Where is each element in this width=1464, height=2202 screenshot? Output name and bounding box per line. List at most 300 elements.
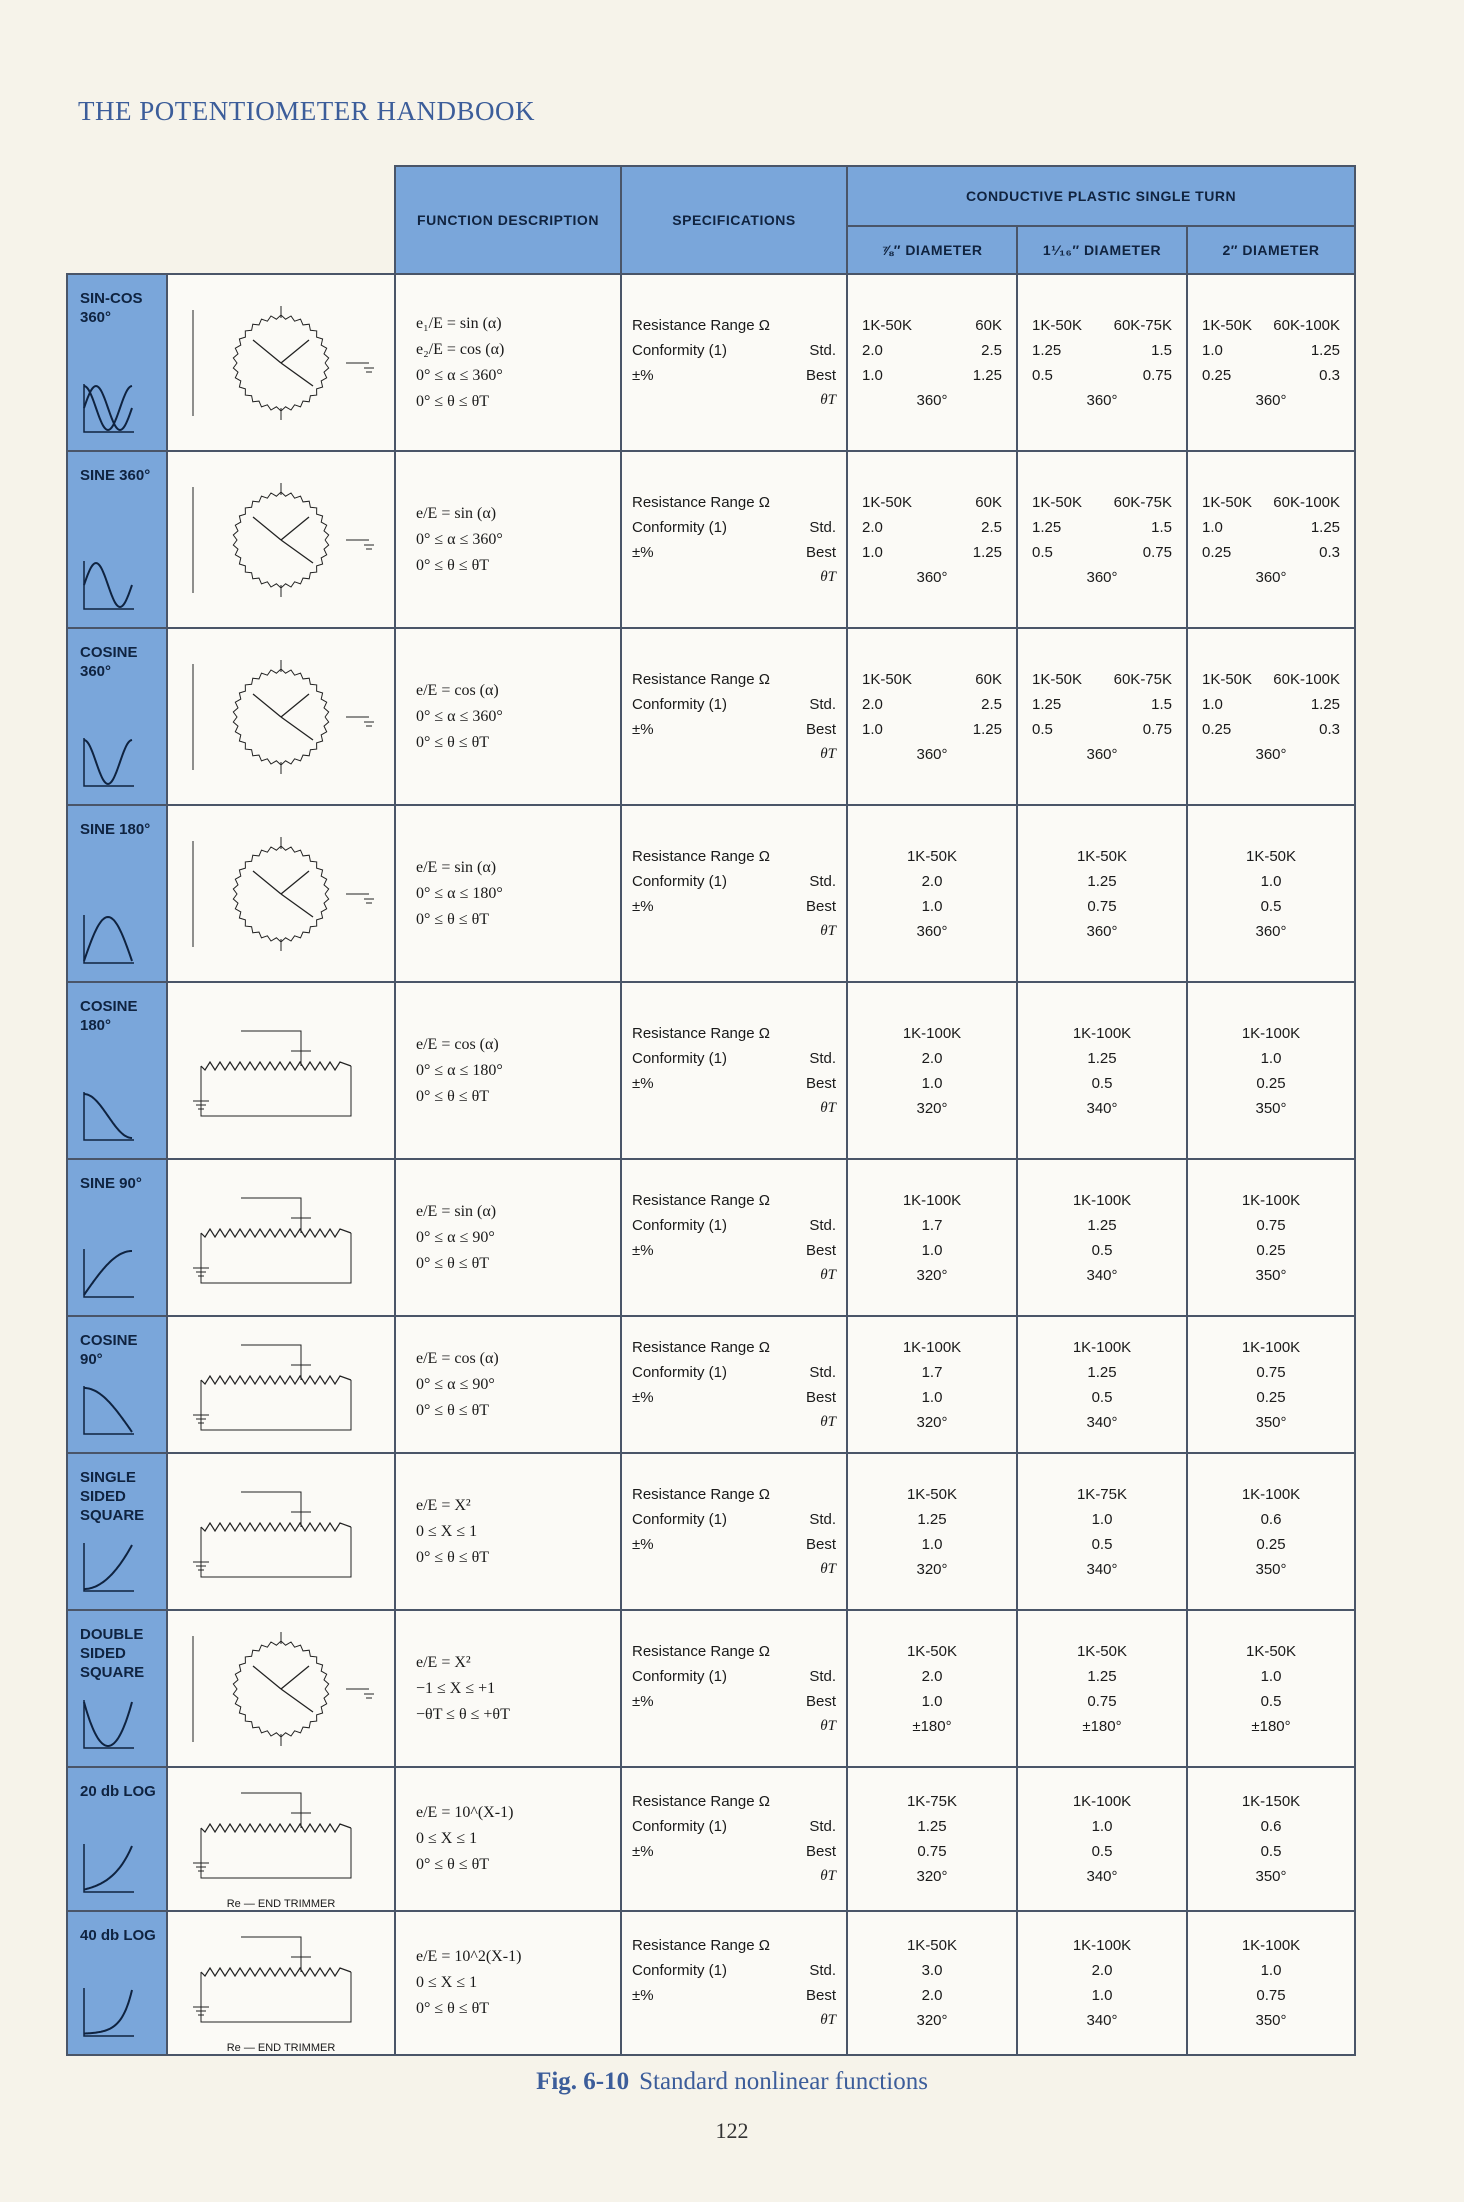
value-pair: [1196, 363, 1346, 388]
spec-percent: [632, 540, 836, 565]
value: 340°: [1086, 1099, 1118, 1117]
figure-caption: [0, 2068, 1464, 2096]
value-cell: [1187, 628, 1355, 805]
value-cell: [1017, 1159, 1187, 1316]
value: 1.25: [1310, 518, 1341, 536]
value: 1K-100K: [1072, 1024, 1132, 1042]
value: 340°: [1086, 1560, 1118, 1578]
function-description-cell: [395, 1911, 621, 2055]
schematic-cell: [167, 274, 395, 451]
schematic-cell: [167, 451, 395, 628]
function-name: 20 db LOG: [80, 1783, 156, 1800]
value: 1.0: [1260, 872, 1282, 890]
value-cell: [1187, 1159, 1355, 1316]
value-pair: [1196, 667, 1346, 692]
formula-line: 0° ≤ θ ≤ θT: [416, 392, 490, 410]
value: 340°: [1086, 1266, 1118, 1284]
formula-line: 0° ≤ α ≤ 180°: [416, 884, 503, 902]
header-specifications: SPECIFICATIONS: [621, 166, 847, 274]
value: 0.75: [1256, 1216, 1286, 1234]
spec-resistance-range: [632, 844, 836, 869]
value: 2.0: [862, 341, 883, 359]
function-label-cell: [67, 451, 167, 628]
value: 1.0: [862, 366, 883, 384]
spec-label: Std.: [809, 1818, 836, 1835]
value-cell: [847, 982, 1017, 1159]
spec-label: Resistance Range Ω: [632, 1485, 770, 1503]
value: 2.0: [862, 518, 883, 536]
formula-line: 0° ≤ α ≤ 360°: [416, 366, 503, 384]
value: 1.25: [1087, 1363, 1117, 1381]
formula-line: 0 ≤ X ≤ 1: [416, 1522, 478, 1540]
value-pair: [1026, 515, 1178, 540]
table-row: [67, 805, 1355, 982]
spec-conformity: [632, 1046, 836, 1071]
spec-resistance-range: [632, 313, 836, 338]
spec-label: Best: [805, 543, 836, 561]
table-row: [67, 274, 1355, 451]
value: 0.5: [1091, 1241, 1113, 1259]
running-head: THE POTENTIOMETER HANDBOOK: [78, 96, 535, 126]
formula-line: e/E = cos (α): [416, 1349, 499, 1367]
spec-conformity: [632, 1664, 836, 1689]
value: 1K-100K: [902, 1338, 962, 1356]
spec-theta: θT: [820, 1099, 836, 1116]
value: 1K-50K: [862, 493, 913, 511]
value: 0.5: [1091, 1388, 1113, 1406]
schematic-diagram: [181, 829, 381, 959]
spec-label: Resistance Range Ω: [632, 493, 770, 511]
function-label-cell: [67, 274, 167, 451]
function-description-cell: [395, 982, 621, 1159]
formula-line: 0° ≤ θ ≤ θT: [416, 1401, 490, 1419]
value: 3.0: [921, 1962, 943, 1979]
value: 0.75: [1087, 1692, 1117, 1710]
formula-line: 0° ≤ θ ≤ θT: [416, 556, 490, 574]
table-row: [67, 451, 1355, 628]
specifications-cell: [621, 451, 847, 628]
value-pair: [856, 515, 1008, 540]
value: 1K-100K: [1241, 1338, 1301, 1356]
spec-label: ±%: [632, 1535, 654, 1553]
value-cell: [1017, 628, 1187, 805]
value: 1.0: [1260, 1962, 1282, 1979]
spec-label: Std.: [809, 341, 836, 359]
table-row: [67, 1610, 1355, 1767]
value: ±180°: [1082, 1717, 1122, 1735]
value: 1.25: [972, 543, 1002, 561]
spec-label: ±%: [632, 720, 654, 738]
spec-percent: [632, 1385, 836, 1410]
value: ±180°: [912, 1717, 952, 1735]
page-number: 122: [715, 2118, 749, 2143]
value-cell: [847, 1453, 1017, 1610]
spec-label: Conformity (1): [632, 695, 728, 713]
schematic-diagram: [181, 1768, 381, 1898]
curve-icon: [80, 1539, 136, 1595]
value-pair: [1196, 313, 1346, 338]
spec-label: Resistance Range Ω: [632, 1793, 770, 1810]
value-pair: [856, 540, 1008, 565]
schematic-cell: [167, 1911, 395, 2055]
formula-line: −θT ≤ θ ≤ +θT: [416, 1705, 510, 1723]
spec-conformity: [632, 1814, 836, 1839]
value: 360°: [1255, 922, 1287, 940]
value: 350°: [1255, 1560, 1287, 1578]
value: 0.25: [1256, 1388, 1286, 1406]
value: 1K-50K: [862, 670, 913, 688]
value: 60K: [975, 493, 1002, 511]
schematic-cell: [167, 628, 395, 805]
schematic-diagram: [181, 298, 381, 428]
formula-line: e₁/E = sin (α): [416, 314, 502, 332]
value: 1.25: [1032, 341, 1062, 359]
value-theta: 360°: [1255, 745, 1287, 763]
function-label-cell: [67, 1159, 167, 1316]
value-pair: [856, 667, 1008, 692]
specifications-cell: [621, 1610, 847, 1767]
value: 1.25: [917, 1818, 947, 1835]
table-row: [67, 1911, 1355, 2055]
function-description-cell: [395, 1159, 621, 1316]
spec-percent: [632, 717, 836, 742]
value: 1K-50K: [862, 316, 913, 334]
value: 60K-75K: [1113, 493, 1172, 511]
value: 340°: [1086, 1413, 1118, 1431]
value-cell: [1187, 1610, 1355, 1767]
value: 0.25: [1202, 366, 1232, 384]
value: 0.75: [1142, 720, 1172, 738]
value: 0.25: [1256, 1074, 1286, 1092]
function-label-cell: [67, 805, 167, 982]
formula-line: 0 ≤ X ≤ 1: [416, 1974, 478, 1991]
schematic-cell: [167, 982, 395, 1159]
value: 1.25: [917, 1510, 947, 1528]
specifications-cell: [621, 1316, 847, 1453]
value: 2.5: [981, 341, 1002, 359]
spec-percent: [632, 894, 836, 919]
spec-label: Best: [805, 720, 836, 738]
value-pair: [856, 490, 1008, 515]
value-pair: [1026, 667, 1178, 692]
spec-percent: [632, 1532, 836, 1557]
value: 1.25: [1087, 1216, 1117, 1234]
spec-label: Conformity (1): [632, 1363, 728, 1381]
value-cell: [847, 1911, 1017, 2055]
value: 1.25: [1087, 1049, 1117, 1067]
curve-icon: [80, 911, 136, 967]
function-description-cell: [395, 1453, 621, 1610]
value: 320°: [916, 1266, 948, 1284]
curve-icon: [80, 1245, 136, 1301]
value: 350°: [1255, 1868, 1287, 1885]
formula-line: 0° ≤ α ≤ 90°: [416, 1375, 495, 1393]
value: 350°: [1255, 1099, 1287, 1117]
value: 0.3: [1319, 366, 1341, 384]
value-cell: [847, 628, 1017, 805]
spec-label: Conformity (1): [632, 341, 728, 359]
spec-resistance-range: [632, 1789, 836, 1814]
formula-line: e₂/E = cos (α): [416, 340, 505, 358]
value: 1.0: [862, 720, 883, 738]
spec-theta: θT: [820, 1717, 836, 1734]
table-row: [67, 1767, 1355, 1911]
spec-resistance-range: [632, 1335, 836, 1360]
spec-conformity: [632, 1958, 836, 1983]
formula-line: 0° ≤ θ ≤ θT: [416, 910, 490, 928]
value-pair: [856, 338, 1008, 363]
header-col-2-diameter: 2″ DIAMETER: [1187, 226, 1355, 274]
value-pair: [1026, 692, 1178, 717]
value: 1.7: [921, 1216, 943, 1234]
value: 1.25: [972, 366, 1002, 384]
spec-percent: [632, 1983, 836, 2008]
formula-line: e/E = sin (α): [416, 1202, 497, 1220]
spec-resistance-range: [632, 490, 836, 515]
value: 1K-50K: [906, 1642, 958, 1660]
spec-label: Resistance Range Ω: [632, 1191, 770, 1209]
value: 1K-100K: [1241, 1191, 1301, 1209]
spec-theta: θT: [820, 922, 836, 939]
value: 350°: [1255, 1266, 1287, 1284]
spec-label: ±%: [632, 897, 654, 915]
value: 2.5: [981, 695, 1002, 713]
value-cell: [847, 1316, 1017, 1453]
specifications-cell: [621, 1911, 847, 2055]
function-name: SIN-COS 360°: [80, 290, 143, 326]
value: 1.25: [1087, 1667, 1117, 1685]
value: 1K-50K: [1245, 847, 1297, 865]
spec-label: Conformity (1): [632, 518, 728, 536]
spec-conformity: [632, 338, 836, 363]
table-row: [67, 1316, 1355, 1453]
spec-label: Std.: [809, 1049, 836, 1067]
function-label-cell: [67, 1911, 167, 2055]
spec-label: Std.: [809, 695, 836, 713]
value: 0.5: [1032, 543, 1053, 561]
formula-line: 0° ≤ θ ≤ θT: [416, 2000, 490, 2017]
spec-label: ±%: [632, 1074, 654, 1092]
value: 0.75: [1142, 366, 1172, 384]
value-cell: [847, 1159, 1017, 1316]
spec-label: Best: [805, 1692, 836, 1710]
value: 0.6: [1260, 1510, 1282, 1528]
value-cell: [1017, 1911, 1187, 2055]
value: 1.0: [921, 897, 943, 915]
spec-label: Std.: [809, 872, 836, 890]
value-pair: [856, 692, 1008, 717]
formula-line: 0° ≤ θ ≤ θT: [416, 1548, 490, 1566]
spec-label: Best: [805, 1388, 836, 1406]
spec-resistance-range: [632, 667, 836, 692]
header-conductive-plastic: CONDUCTIVE PLASTIC SINGLE TURN: [847, 166, 1355, 226]
schematic-diagram: [181, 475, 381, 605]
value-theta: 360°: [916, 391, 948, 409]
value: 60K: [975, 670, 1002, 688]
spec-label: Resistance Range Ω: [632, 670, 770, 688]
value: 360°: [1086, 922, 1118, 940]
spec-label: ±%: [632, 1692, 654, 1710]
spec-label: Resistance Range Ω: [632, 1937, 770, 1954]
spec-label: Best: [805, 1241, 836, 1259]
value: 60K-75K: [1113, 316, 1172, 334]
value-cell: [1017, 1610, 1187, 1767]
caption-label: Fig. 6-10: [536, 2068, 630, 2095]
value: 1K-50K: [1032, 316, 1083, 334]
spec-theta: θT: [820, 1560, 836, 1577]
spec-label: ±%: [632, 1843, 654, 1860]
value: 0.5: [1091, 1843, 1113, 1860]
curve-icon: [80, 380, 136, 436]
value: 340°: [1086, 2012, 1118, 2029]
function-description-cell: [395, 274, 621, 451]
value-cell: [1187, 982, 1355, 1159]
spec-label: Resistance Range Ω: [632, 1642, 770, 1660]
specifications-cell: [621, 805, 847, 982]
value: 2.0: [921, 872, 943, 890]
value: 1K-100K: [1072, 1191, 1132, 1209]
curve-icon: [80, 1984, 136, 2040]
value-pair: [1026, 313, 1178, 338]
functions-table: [66, 165, 1356, 2056]
value: 2.0: [1091, 1962, 1113, 1979]
schematic-diagram: [181, 652, 381, 782]
curve-icon: [80, 1696, 136, 1752]
formula-line: 0 ≤ X ≤ 1: [416, 1830, 478, 1847]
value-theta: 360°: [916, 745, 948, 763]
value: 1.0: [1091, 1987, 1113, 2004]
value: 0.25: [1202, 720, 1232, 738]
value: 1.5: [1151, 341, 1172, 359]
schematic-cell: [167, 1453, 395, 1610]
value: 360°: [916, 922, 948, 940]
specifications-cell: [621, 274, 847, 451]
trimmer-label: Re — END TRIMMER: [226, 2042, 336, 2054]
function-label-cell: [67, 1316, 167, 1453]
value: 1.25: [1032, 518, 1062, 536]
value: 1.0: [921, 1692, 943, 1710]
schematic-diagram: [181, 1173, 381, 1303]
value: 0.6: [1260, 1818, 1282, 1835]
value: 1.5: [1151, 518, 1172, 536]
schematic-diagram: [181, 1912, 381, 2042]
value-pair: [1196, 717, 1346, 742]
table-row: [67, 1159, 1355, 1316]
spec-resistance-range: [632, 1188, 836, 1213]
value: 1.0: [1202, 695, 1223, 713]
value: 1.25: [1310, 695, 1341, 713]
formula-line: 0° ≤ α ≤ 360°: [416, 530, 503, 548]
value: 0.25: [1256, 1241, 1286, 1259]
spec-label: Conformity (1): [632, 1667, 728, 1685]
spec-percent: [632, 1071, 836, 1096]
value: 340°: [1086, 1868, 1118, 1885]
spec-percent: [632, 1689, 836, 1714]
trimmer-label: Re — END TRIMMER: [226, 1898, 336, 1910]
value: 1.0: [921, 1535, 943, 1553]
spec-theta: θT: [820, 568, 836, 585]
spec-theta: θT: [820, 391, 836, 408]
spec-percent: [632, 1839, 836, 1864]
value-cell: [847, 1610, 1017, 1767]
value: 1.0: [1202, 518, 1223, 536]
value-cell: [1017, 805, 1187, 982]
specifications-cell: [621, 1159, 847, 1316]
value-pair: [1026, 490, 1178, 515]
formula-line: e/E = cos (α): [416, 681, 499, 699]
value-cell: [847, 274, 1017, 451]
spec-label: Conformity (1): [632, 1049, 728, 1067]
value: 0.5: [1032, 720, 1053, 738]
value: 2.5: [981, 518, 1002, 536]
value: 1K-50K: [1076, 1642, 1128, 1660]
value: 320°: [916, 1868, 948, 1885]
schematic-diagram: [181, 1624, 381, 1754]
function-label-cell: [67, 1453, 167, 1610]
caption-text: Standard nonlinear functions: [639, 2068, 928, 2095]
formula-line: 0° ≤ θ ≤ θT: [416, 1856, 490, 1873]
value: 1K-100K: [1072, 1338, 1132, 1356]
value-theta: 360°: [1086, 568, 1118, 586]
value: 1K-100K: [902, 1191, 962, 1209]
value-cell: [1187, 1453, 1355, 1610]
formula-line: 0° ≤ α ≤ 360°: [416, 707, 503, 725]
function-description-cell: [395, 1316, 621, 1453]
header-function-description: FUNCTION DESCRIPTION: [395, 166, 621, 274]
spec-label: ±%: [632, 543, 654, 561]
formula-line: e/E = 10^(X-1): [416, 1804, 514, 1821]
value-pair: [856, 717, 1008, 742]
spec-label: Std.: [809, 1510, 836, 1528]
value: 0.25: [1202, 543, 1232, 561]
value: 2.0: [921, 1667, 943, 1685]
spec-resistance-range: [632, 1933, 836, 1958]
spec-theta: θT: [820, 2012, 836, 2028]
function-name: SINE 180°: [80, 821, 151, 838]
function-name: DOUBLE SIDED SQUARE: [80, 1626, 145, 1681]
formula-line: e/E = X²: [416, 1496, 471, 1514]
spec-label: Resistance Range Ω: [632, 316, 770, 334]
spec-label: Best: [805, 366, 836, 384]
formula-line: e/E = X²: [416, 1653, 471, 1671]
value: 0.75: [1256, 1363, 1286, 1381]
curve-icon: [80, 557, 136, 613]
spec-label: Std.: [809, 1667, 836, 1685]
value: 0.5: [1260, 897, 1282, 915]
spec-resistance-range: [632, 1482, 836, 1507]
value-pair: [856, 363, 1008, 388]
value-cell: [1017, 451, 1187, 628]
schematic-diagram: [181, 1006, 381, 1136]
value: 1.25: [1087, 872, 1117, 890]
spec-conformity: [632, 1213, 836, 1238]
spec-conformity: [632, 869, 836, 894]
value: 1K-100K: [1241, 1024, 1301, 1042]
value: 0.3: [1319, 543, 1341, 561]
value-cell: [1187, 1911, 1355, 2055]
spec-conformity: [632, 515, 836, 540]
formula-line: 0° ≤ θ ≤ θT: [416, 1254, 490, 1272]
spec-conformity: [632, 1360, 836, 1385]
formula-line: 0° ≤ α ≤ 90°: [416, 1228, 495, 1246]
spec-conformity: [632, 1507, 836, 1532]
value: 60K-100K: [1273, 316, 1341, 334]
function-name: 40 db LOG: [80, 1927, 156, 1944]
value: 1.0: [1260, 1049, 1282, 1067]
spec-label: Conformity (1): [632, 1216, 728, 1234]
value: 1.7: [921, 1363, 943, 1381]
formula-line: 0° ≤ θ ≤ θT: [416, 1087, 490, 1105]
